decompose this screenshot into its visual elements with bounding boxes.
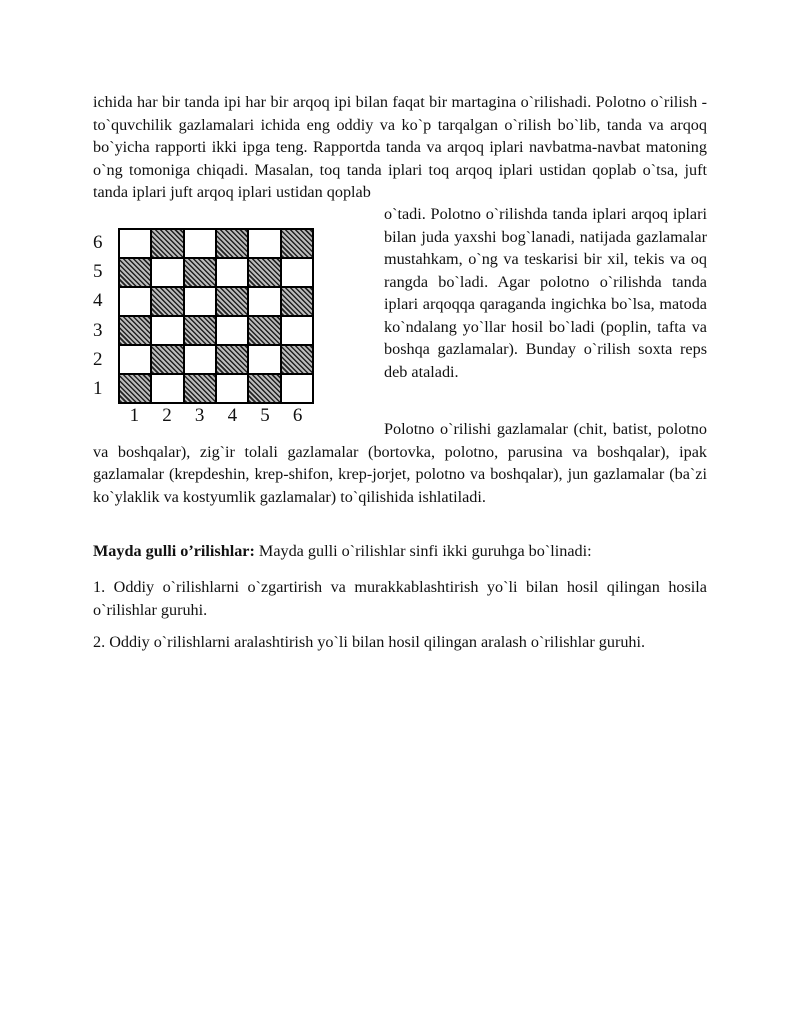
weave-cell: [281, 374, 313, 403]
weave-cell: [119, 316, 151, 345]
weave-cell: [281, 258, 313, 287]
paragraph-intro: ichida har bir tanda ipi har bir arqoq ipi bilan faqat bir martagina o`rilishadi. Polotno o`rilish - to`quvchilik gazlamalari ichida eng oddiy va ko`p tarqalgan o`rilish bo`lib, tanda va arqoq bo`yicha rapporti ikki ipga teng. Rapportda tanda va arqoq iplari navbatma-navbat matoning o`ng tomoniga chiqadi. Masalan, toq tanda iplari toq arqoq iplari ustidan qoplab o`tsa, juft tanda iplari juft arqoq iplari ustidan qoplab: [93, 93, 707, 201]
paragraph-usage: Polotno o`rilishi gazlamalar (chit, batist, polotno va boshqalar), zig`ir tolali gazlamalar (bortovka, polotno, parusina va boshqalar), ipak gazlamalar (krepdeshin, krep-shifon, krep-jorjet, polotno va boshqalar), jun gazlamalar (ba`zi ko`ylaklik va kostyumlik gazlamalar) to`qilishida ishlatiladi.: [93, 420, 707, 506]
weave-cell: [151, 345, 183, 374]
row-label: 2: [93, 348, 103, 370]
column-label: 5: [260, 405, 270, 426]
row-label: 4: [93, 290, 103, 312]
weave-cell: [248, 374, 280, 403]
weave-cell: [184, 258, 216, 287]
weave-cell: [281, 345, 313, 374]
weave-cell: [119, 258, 151, 287]
paragraph-heading: [93, 540, 707, 563]
row-label: 6: [93, 231, 103, 253]
weave-cell: [119, 229, 151, 258]
paragraph-wrapped: o`tadi. Polotno o`rilishda tanda iplari arqoq iplari bilan juda yaxshi bog`lanadi, natijada gazlamalar mustahkam, o`ng va teskarisi bir xil, tekis va oq rangda bo`ladi. Agar polotno o`rilishda tanda iplari arqoqqa qaraganda ingichka bo`lsa, matoda ko`ndalang yo`llar hosil bo`ladi (poplin, tafta va boshqa gazlamalar). Bunday o`rilish soxta reps deb ataladi.: [384, 205, 707, 381]
weave-cell: [248, 229, 280, 258]
row-labels: [93, 228, 111, 404]
weave-cell: [184, 374, 216, 403]
weave-cell: [216, 345, 248, 374]
list-item: 1. Oddiy o`rilishlarni o`zgartirish va murakkablashtirish yo`li bilan hosil qilingan hosila o`rilishlar guruhi.: [93, 578, 707, 619]
weave-cell: [216, 258, 248, 287]
column-label: 6: [292, 405, 303, 426]
weave-cell: [184, 229, 216, 258]
row-label: 5: [93, 260, 103, 282]
weave-cell: [119, 374, 151, 403]
weave-cell: [151, 258, 183, 287]
column-label: 3: [194, 405, 205, 426]
column-label: 2: [162, 405, 172, 426]
weave-grid: [118, 228, 314, 404]
row-label: 3: [93, 319, 103, 341]
plain-weave-diagram: [90, 222, 320, 432]
weave-cell: [248, 316, 280, 345]
column-label: 4: [227, 405, 238, 426]
section-heading-text: Mayda gulli o`rilishlar sinfi ikki guruhga bo`linadi:: [254, 542, 592, 560]
weave-cell: [119, 345, 151, 374]
weave-cell: [281, 316, 313, 345]
weave-cell: [216, 229, 248, 258]
weave-cell: [184, 287, 216, 316]
weave-cell: [184, 345, 216, 374]
weave-cell: [119, 287, 151, 316]
weave-cell: [216, 316, 248, 345]
weave-cell: [151, 316, 183, 345]
weave-cell: [151, 374, 183, 403]
weave-cell: [281, 287, 313, 316]
list-item: 2. Oddiy o`rilishlarni aralashtirish yo`li bilan hosil qilingan aralash o`rilishlar guruhi.: [93, 633, 646, 651]
weave-cell: [184, 316, 216, 345]
weave-cell: [151, 287, 183, 316]
weave-cell: [216, 287, 248, 316]
column-label: 1: [129, 405, 140, 426]
weave-cell: [216, 374, 248, 403]
weave-cell: [248, 345, 280, 374]
section-heading: Mayda gulli o’rilishlar:: [93, 542, 255, 560]
weave-cell: [281, 229, 313, 258]
weave-cell: [151, 229, 183, 258]
row-label: 1: [93, 378, 103, 400]
weave-cell: [248, 287, 280, 316]
weave-cell: [248, 258, 280, 287]
